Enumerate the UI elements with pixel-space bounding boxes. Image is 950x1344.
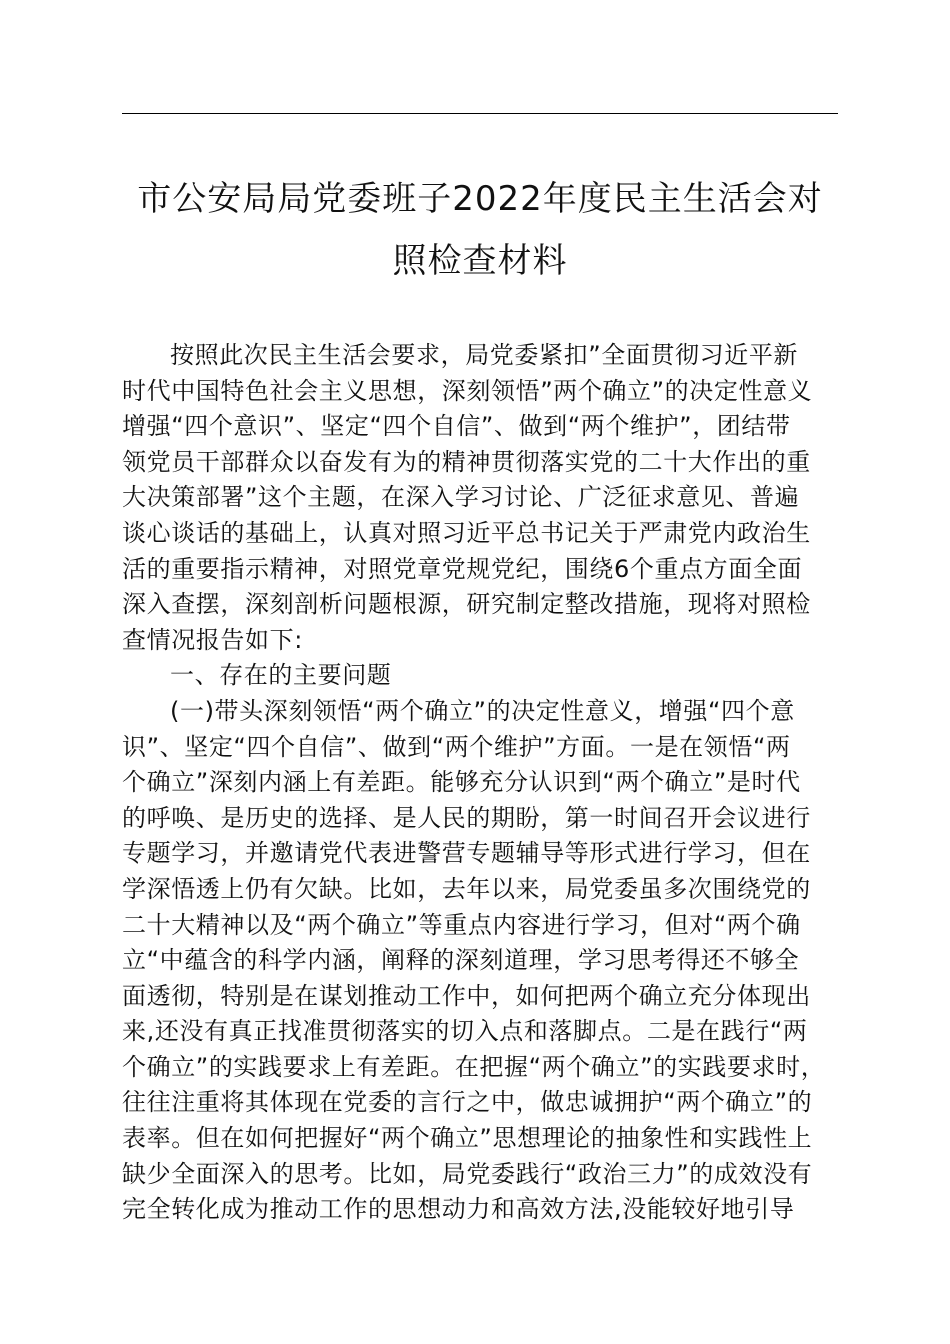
paragraph-line: 立“中蕴含的科学内涵，阐释的深刻道理，学习思考得还不够全 [122, 946, 800, 975]
paragraph-line: 识”、坚定“四个自信”、做到“两个维护”方面。一是在领悟“两 [122, 732, 791, 761]
paragraph-line: 一、存在的主要问题 [170, 661, 392, 690]
paragraph-line: 时代中国特色社会主义思想，深刻领悟”两个确立”的决定性意义 [122, 376, 813, 405]
title-line: 市公安局局党委班子2022年度民主生活会对 [137, 179, 823, 219]
paragraph-line: 个确立”的实践要求上有差距。在把握“两个确立”的实践要求时， [122, 1052, 826, 1081]
document-title [100, 168, 860, 292]
paragraph-line: 面透彻，特别是在谋划推动工作中，如何把两个确立充分体现出 [122, 981, 811, 1010]
paragraph-line: 按照此次民主生活会要求，局党委紧扣”全面贯彻习近平新 [170, 341, 799, 369]
header-rule [122, 113, 838, 114]
paragraph-line: 的呼唤、是历史的选择、是人民的期盼，第一时间召开会议进行 [122, 803, 811, 832]
paragraph-line: 专题学习，并邀请党代表进警营专题辅导等形式进行学习，但在 [122, 839, 811, 868]
paragraph-line: 缺少全面深入的思考。比如，局党委践行“政治三力”的成效没有 [122, 1159, 813, 1188]
paragraph-line: 来,还没有真正找准贯彻落实的切入点和落脚点。二是在践行“两 [122, 1017, 808, 1046]
paragraph-line: 往往注重将其体现在党委的言行之中，做忠诚拥护“两个确立”的 [122, 1088, 813, 1117]
paragraph-line: 二十大精神以及“两个确立”等重点内容进行学习，但对“两个确 [122, 910, 801, 939]
paragraph-line: 大决策部署”这个主题，在深入学习讨论、广泛征求意见、普遍 [122, 483, 800, 512]
paragraph-line: 完全转化成为推动工作的思想动力和高效方法,没能较好地引导 [122, 1195, 795, 1224]
paragraph-line: 深入查摆，深刻剖析问题根源，研究制定整改措施，现将对照检 [122, 590, 811, 619]
paragraph-line: 谈心谈话的基础上，认真对照习近平总书记关于严肃党内政治生 [122, 518, 811, 547]
paragraph-line: 查情况报告如下: [122, 625, 303, 654]
paragraph-line: 活的重要指示精神，对照党章党规党纪，围绕6个重点方面全面 [122, 554, 803, 583]
title-line: 照检查材料 [392, 241, 568, 281]
body-text [122, 338, 842, 1228]
paragraph-line: 增强“四个意识”、坚定“四个自信”、做到“两个维护”，团结带 [122, 412, 791, 441]
paragraph-line: 领党员干部群众以奋发有为的精神贯彻落实党的二十大作出的重 [122, 447, 811, 476]
paragraph-line: 表率。但在如何把握好“两个确立”思想理论的抽象性和实践性上 [122, 1124, 813, 1153]
paragraph-line: (一)带头深刻领悟“两个确立”的决定性意义，增强“四个意 [170, 696, 795, 725]
paragraph-line: 个确立”深刻内涵上有差距。能够充分认识到“两个确立”是时代 [122, 768, 801, 797]
paragraph-line: 学深悟透上仍有欠缺。比如，去年以来，局党委虽多次围绕党的 [122, 874, 811, 903]
